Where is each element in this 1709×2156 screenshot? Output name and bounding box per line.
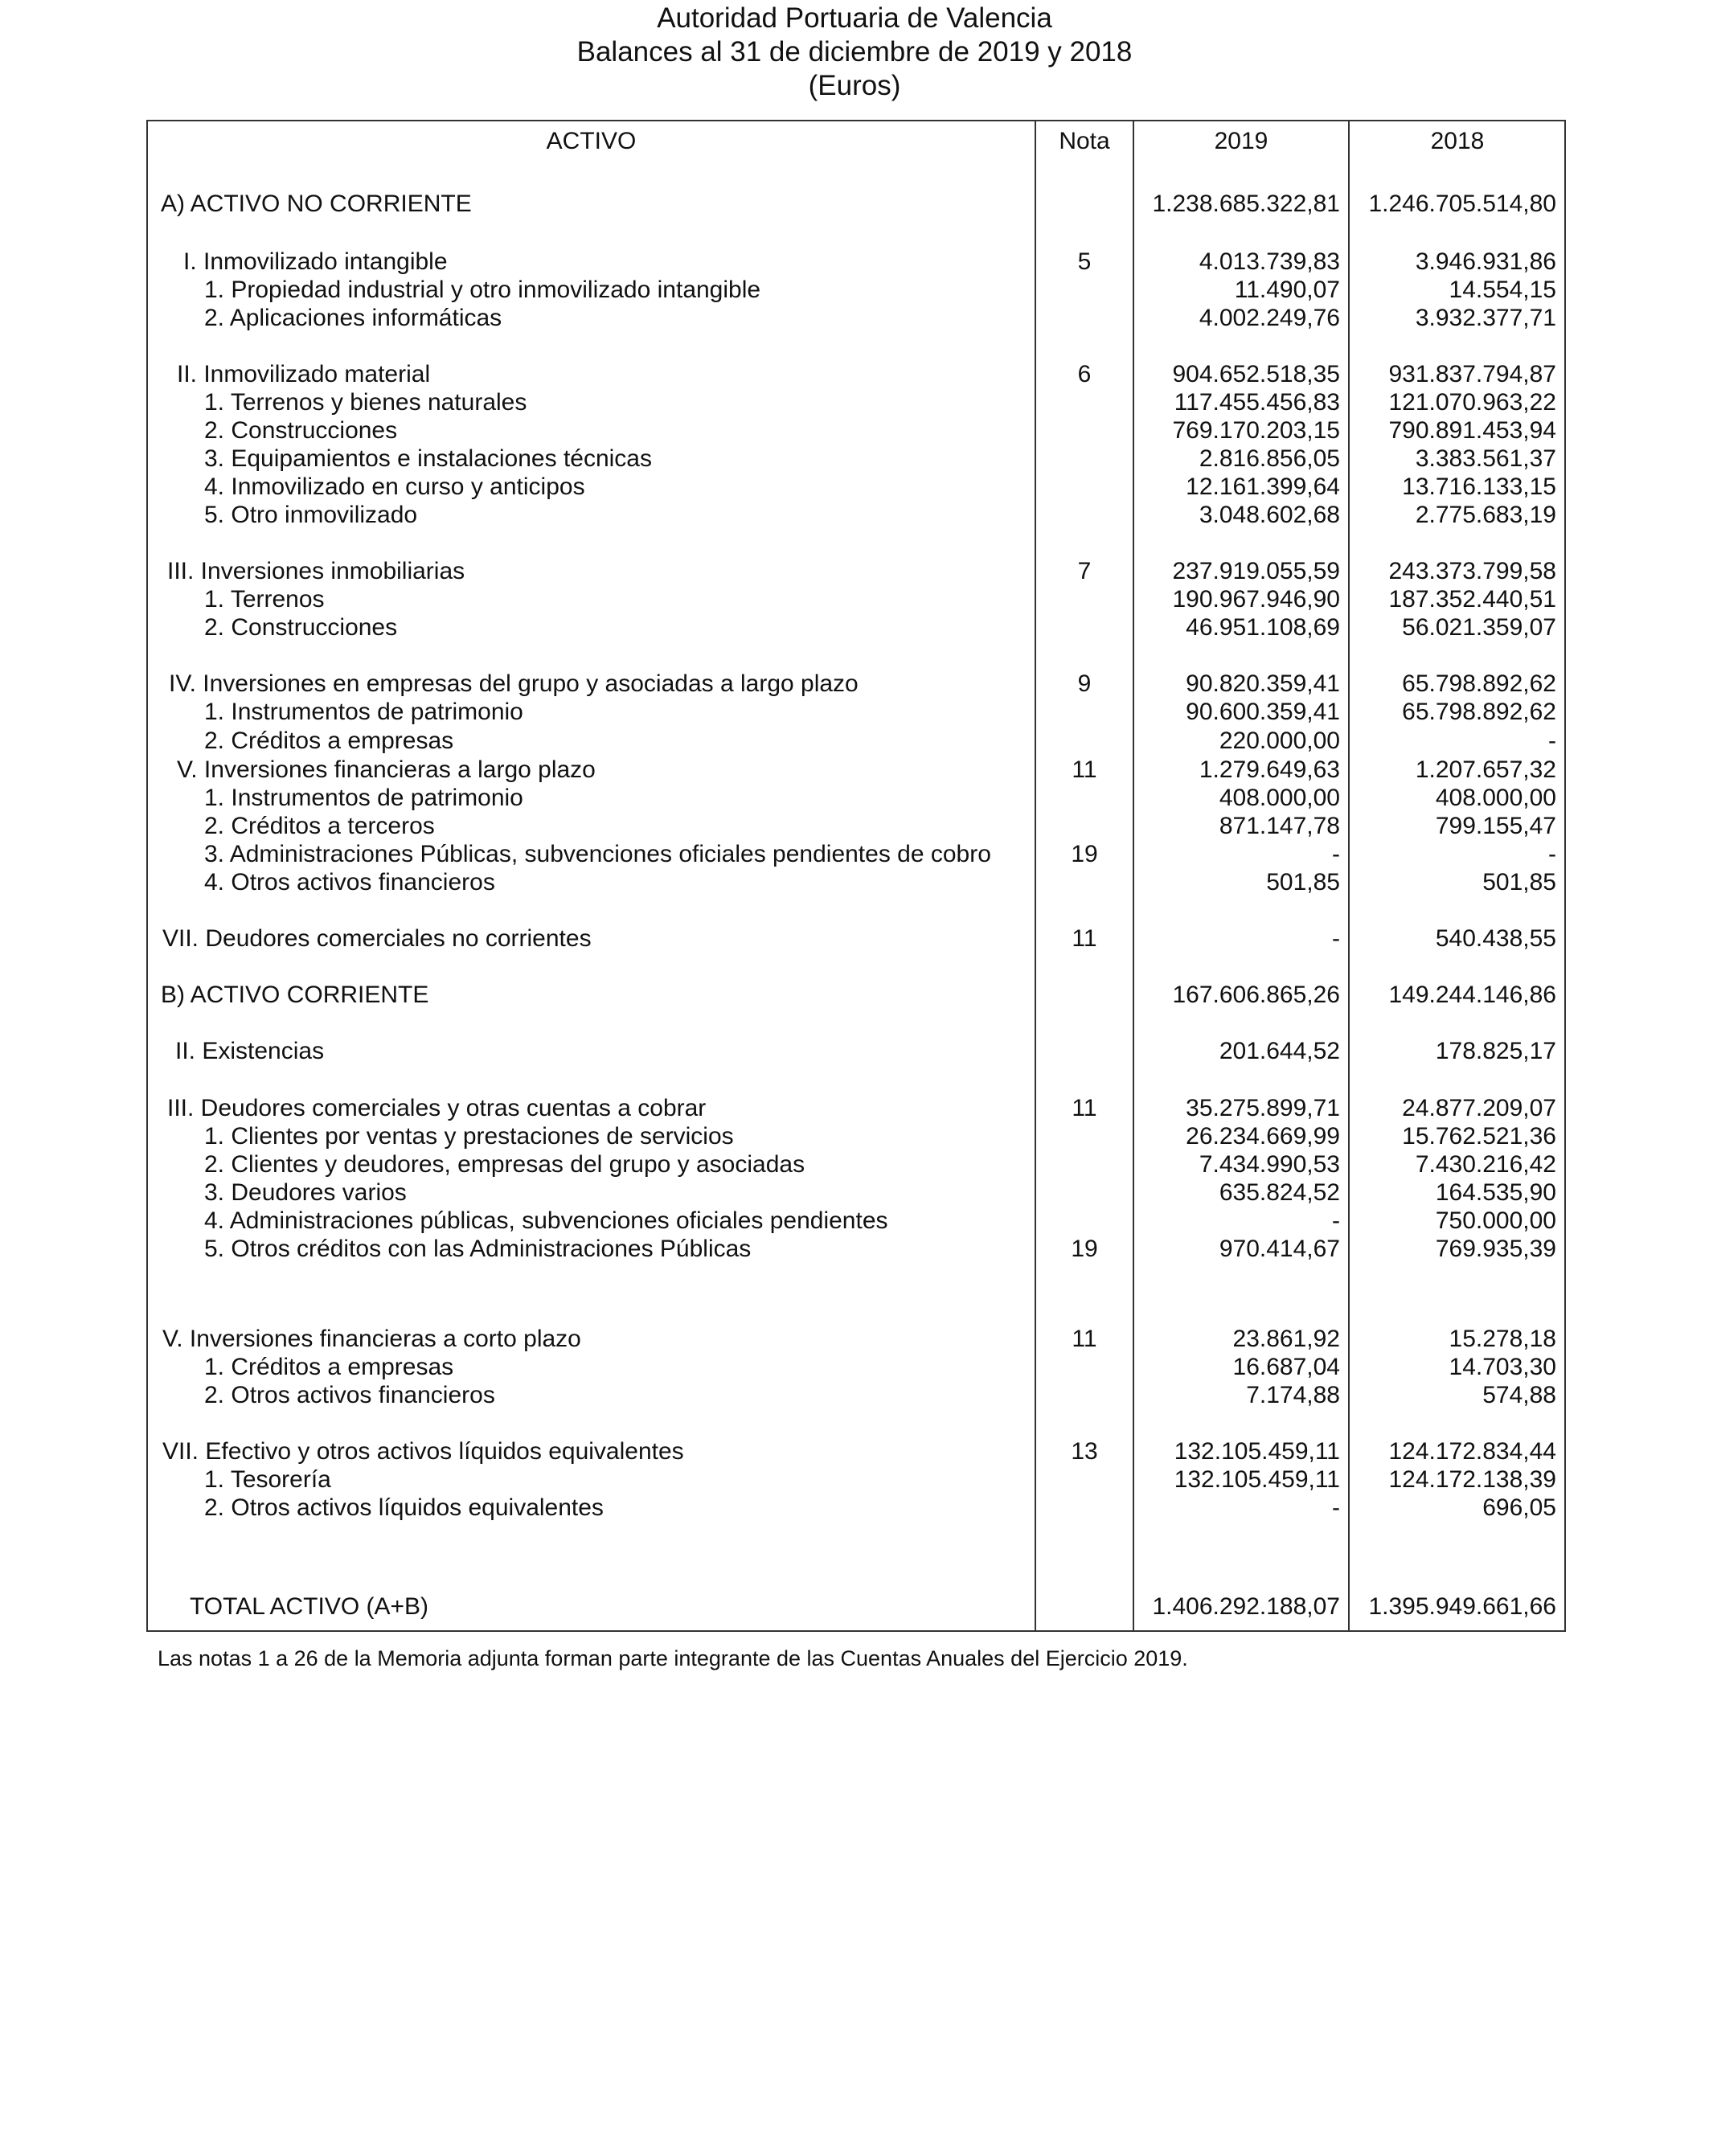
row-value-2018: 124.172.834,44	[1388, 1438, 1556, 1465]
table-row	[0, 613, 1559, 642]
table-row	[0, 868, 1559, 897]
row-label: 4. Inmovilizado en curso y anticipos	[204, 473, 585, 500]
table-row	[0, 501, 1559, 530]
row-label: 2. Créditos a empresas	[204, 728, 454, 754]
row-label: VII. Efectivo y otros activos líquidos equivalentes	[162, 1438, 684, 1465]
row-value-2019: 1.238.685.322,81	[1152, 191, 1340, 217]
table-row	[0, 416, 1559, 445]
table-row	[0, 1465, 1559, 1494]
row-label: 5. Otros créditos con las Administraciones Públicas	[204, 1236, 752, 1262]
row-nota: 7	[1077, 558, 1092, 584]
row-value-2018: 408.000,00	[1435, 785, 1556, 811]
row-value-2019: 871.147,78	[1219, 813, 1340, 839]
row-value-2019: 12.161.399,64	[1186, 473, 1340, 500]
row-label: IV. Inversiones en empresas del grupo y asociadas a largo plazo	[169, 670, 859, 697]
row-value-2018: -	[1548, 841, 1556, 867]
row-value-2018: 540.438,55	[1435, 925, 1556, 952]
row-value-2018: 1.207.657,32	[1415, 756, 1556, 783]
row-label: III. Inversiones inmobiliarias	[167, 558, 465, 584]
row-label: 3. Equipamientos e instalaciones técnicas	[204, 445, 652, 472]
table-row	[0, 276, 1559, 305]
row-label: 4. Administraciones públicas, subvenciones oficiales pendientes	[204, 1207, 888, 1234]
entity-name: Autoridad Portuaria de Valencia	[657, 2, 1052, 34]
table-row	[0, 304, 1559, 333]
row-nota: 11	[1072, 925, 1097, 952]
row-value-2018: 65.798.892,62	[1402, 670, 1556, 697]
row-value-2019: 132.105.459,11	[1174, 1466, 1340, 1493]
row-value-2019: 2.816.856,05	[1199, 445, 1340, 472]
table-row	[0, 473, 1559, 502]
row-nota: 19	[1071, 841, 1098, 867]
table-row	[0, 812, 1559, 841]
column-header-2019: 2019	[1214, 128, 1268, 154]
table-row	[0, 924, 1559, 953]
row-value-2018: 3.932.377,71	[1415, 305, 1556, 331]
table-row	[0, 557, 1559, 586]
row-value-2018: 13.716.133,15	[1402, 473, 1556, 500]
column-header-nota: Nota	[1059, 128, 1110, 154]
row-value-2018: 15.762.521,36	[1402, 1123, 1556, 1150]
table-row	[0, 1592, 1559, 1621]
table-row	[0, 445, 1559, 473]
document-title: Balances al 31 de diciembre de 2019 y 2018	[576, 36, 1133, 68]
row-value-2019: 46.951.108,69	[1186, 614, 1340, 641]
row-value-2019: 201.644,52	[1219, 1038, 1340, 1064]
row-value-2018: 799.155,47	[1435, 813, 1556, 839]
row-value-2019: 117.455.456,83	[1174, 389, 1340, 416]
row-label: 1. Terrenos	[204, 586, 325, 613]
table-row	[0, 1325, 1559, 1354]
table-row	[0, 1094, 1559, 1123]
table-row	[0, 1150, 1559, 1179]
row-value-2019: 769.170.203,15	[1172, 417, 1340, 444]
row-label: II. Inmovilizado material	[177, 361, 431, 387]
row-value-2019: 7.434.990,53	[1199, 1151, 1340, 1178]
row-value-2019: 90.820.359,41	[1186, 670, 1340, 697]
row-value-2018: 164.535,90	[1435, 1179, 1556, 1206]
row-value-2019: 26.234.669,99	[1186, 1123, 1340, 1150]
table-row	[0, 727, 1559, 756]
row-value-2019: -	[1332, 841, 1340, 867]
row-label: 2. Construcciones	[204, 417, 398, 444]
row-label: 3. Administraciones Públicas, subvenciones oficiales pendientes de cobro	[204, 841, 991, 867]
table-row	[0, 981, 1559, 1010]
row-label: 2. Otros activos líquidos equivalentes	[204, 1494, 604, 1521]
row-nota: 6	[1077, 361, 1092, 387]
row-value-2019: 635.824,52	[1219, 1179, 1340, 1206]
row-value-2018: 7.430.216,42	[1415, 1151, 1556, 1178]
row-value-2019: -	[1332, 1494, 1340, 1521]
row-nota: 11	[1072, 1095, 1097, 1121]
row-value-2019: 970.414,67	[1219, 1236, 1340, 1262]
column-header-activo: ACTIVO	[546, 128, 637, 154]
row-label: 1. Clientes por ventas y prestaciones de servicios	[204, 1123, 734, 1150]
row-label: TOTAL ACTIVO (A+B)	[190, 1593, 429, 1620]
row-value-2019: 408.000,00	[1219, 785, 1340, 811]
row-value-2018: 501,85	[1482, 869, 1556, 896]
row-value-2018: 14.554,15	[1449, 277, 1556, 303]
row-value-2019: 220.000,00	[1219, 728, 1340, 754]
row-value-2018: 3.383.561,37	[1415, 445, 1556, 472]
row-nota: 9	[1077, 670, 1092, 697]
row-value-2018: 3.946.931,86	[1415, 248, 1556, 275]
row-value-2018: 790.891.453,94	[1388, 417, 1556, 444]
table-row	[0, 756, 1559, 785]
row-value-2019: -	[1332, 925, 1340, 952]
row-value-2019: 190.967.946,90	[1172, 586, 1340, 613]
row-label: II. Existencias	[175, 1038, 325, 1064]
row-nota: 11	[1072, 756, 1097, 783]
table-row	[0, 1122, 1559, 1151]
row-value-2019: 1.406.292.188,07	[1152, 1593, 1340, 1620]
table-row	[0, 698, 1559, 727]
table-row	[0, 1381, 1559, 1410]
row-value-2018: 769.935,39	[1435, 1236, 1556, 1262]
row-value-2018: -	[1548, 728, 1556, 754]
table-row	[0, 1437, 1559, 1466]
row-value-2018: 187.352.440,51	[1388, 586, 1556, 613]
row-value-2018: 124.172.138,39	[1388, 1466, 1556, 1493]
row-value-2019: 23.861,92	[1232, 1326, 1340, 1352]
row-label: III. Deudores comerciales y otras cuentas a cobrar	[167, 1095, 707, 1121]
table-row	[0, 1037, 1559, 1066]
row-label: 1. Instrumentos de patrimonio	[204, 699, 523, 725]
table-row	[0, 360, 1559, 389]
row-value-2019: -	[1332, 1207, 1340, 1234]
row-value-2019: 1.279.649,63	[1199, 756, 1340, 783]
table-row	[0, 670, 1559, 699]
row-label: 1. Propiedad industrial y otro inmovilizado intangible	[204, 277, 761, 303]
row-value-2018: 149.244.146,86	[1388, 982, 1556, 1008]
row-label: V. Inversiones financieras a corto plazo	[162, 1326, 581, 1352]
table-row	[0, 585, 1559, 614]
row-value-2018: 574,88	[1482, 1382, 1556, 1408]
row-label: VII. Deudores comerciales no corrientes	[162, 925, 592, 952]
row-value-2019: 16.687,04	[1232, 1354, 1340, 1380]
row-value-2019: 167.606.865,26	[1172, 982, 1340, 1008]
row-label: 1. Tesorería	[204, 1466, 331, 1493]
row-label: 5. Otro inmovilizado	[204, 502, 418, 528]
table-row	[0, 1353, 1559, 1382]
table-row	[0, 784, 1559, 813]
row-label: 2. Aplicaciones informáticas	[204, 305, 502, 331]
row-label: 2. Otros activos financieros	[204, 1382, 495, 1408]
row-nota: 13	[1071, 1438, 1098, 1465]
row-value-2019: 35.275.899,71	[1186, 1095, 1340, 1121]
row-value-2019: 132.105.459,11	[1174, 1438, 1340, 1465]
row-label: 1. Créditos a empresas	[204, 1354, 454, 1380]
row-value-2018: 65.798.892,62	[1402, 699, 1556, 725]
table-row	[0, 190, 1559, 219]
footnote: Las notas 1 a 26 de la Memoria adjunta forman parte integrante de las Cuentas Anuales del Ejercicio 2019.	[158, 1646, 1188, 1670]
table-row	[0, 248, 1559, 277]
document-header	[0, 2, 1709, 103]
row-value-2018: 696,05	[1482, 1494, 1556, 1521]
row-value-2019: 237.919.055,59	[1172, 558, 1340, 584]
table-row	[0, 1178, 1559, 1207]
row-label: 2. Clientes y deudores, empresas del grupo y asociadas	[204, 1151, 805, 1178]
row-value-2018: 56.021.359,07	[1402, 614, 1556, 641]
row-value-2019: 11.490,07	[1234, 277, 1340, 303]
row-value-2019: 501,85	[1266, 869, 1340, 896]
row-value-2018: 1.395.949.661,66	[1368, 1593, 1556, 1620]
row-label: 2. Construcciones	[204, 614, 398, 641]
column-header-2018: 2018	[1430, 128, 1485, 154]
row-nota: 19	[1071, 1236, 1098, 1262]
row-value-2018: 15.278,18	[1449, 1326, 1556, 1352]
row-value-2018: 14.703,30	[1449, 1354, 1556, 1380]
row-value-2018: 243.373.799,58	[1388, 558, 1556, 584]
row-label: 4. Otros activos financieros	[204, 869, 495, 896]
row-label: I. Inmovilizado intangible	[183, 248, 448, 275]
row-label: B) ACTIVO CORRIENTE	[161, 982, 429, 1008]
row-value-2018: 121.070.963,22	[1388, 389, 1556, 416]
row-label: 3. Deudores varios	[204, 1179, 407, 1206]
row-value-2019: 4.013.739,83	[1199, 248, 1340, 275]
row-nota: 11	[1072, 1326, 1097, 1352]
row-label: A) ACTIVO NO CORRIENTE	[161, 191, 472, 217]
table-row	[0, 1235, 1559, 1264]
row-value-2018: 178.825,17	[1435, 1038, 1556, 1064]
row-value-2019: 4.002.249,76	[1199, 305, 1340, 331]
row-value-2018: 931.837.794,87	[1388, 361, 1556, 387]
row-value-2019: 90.600.359,41	[1186, 699, 1340, 725]
table-row	[0, 840, 1559, 869]
table-row	[0, 1207, 1559, 1236]
row-label: V. Inversiones financieras a largo plazo	[177, 756, 596, 783]
table-row	[0, 388, 1559, 417]
row-value-2019: 904.652.518,35	[1172, 361, 1340, 387]
row-value-2018: 1.246.705.514,80	[1368, 191, 1556, 217]
row-label: 1. Instrumentos de patrimonio	[204, 785, 523, 811]
row-value-2018: 750.000,00	[1435, 1207, 1556, 1234]
row-value-2019: 7.174,88	[1246, 1382, 1340, 1408]
row-value-2019: 3.048.602,68	[1199, 502, 1340, 528]
currency-note: (Euros)	[808, 70, 901, 101]
table-row	[0, 1494, 1559, 1523]
row-nota: 5	[1077, 248, 1092, 275]
row-value-2018: 2.775.683,19	[1415, 502, 1556, 528]
row-label: 1. Terrenos y bienes naturales	[204, 389, 527, 416]
row-value-2018: 24.877.209,07	[1402, 1095, 1556, 1121]
row-label: 2. Créditos a terceros	[204, 813, 435, 839]
